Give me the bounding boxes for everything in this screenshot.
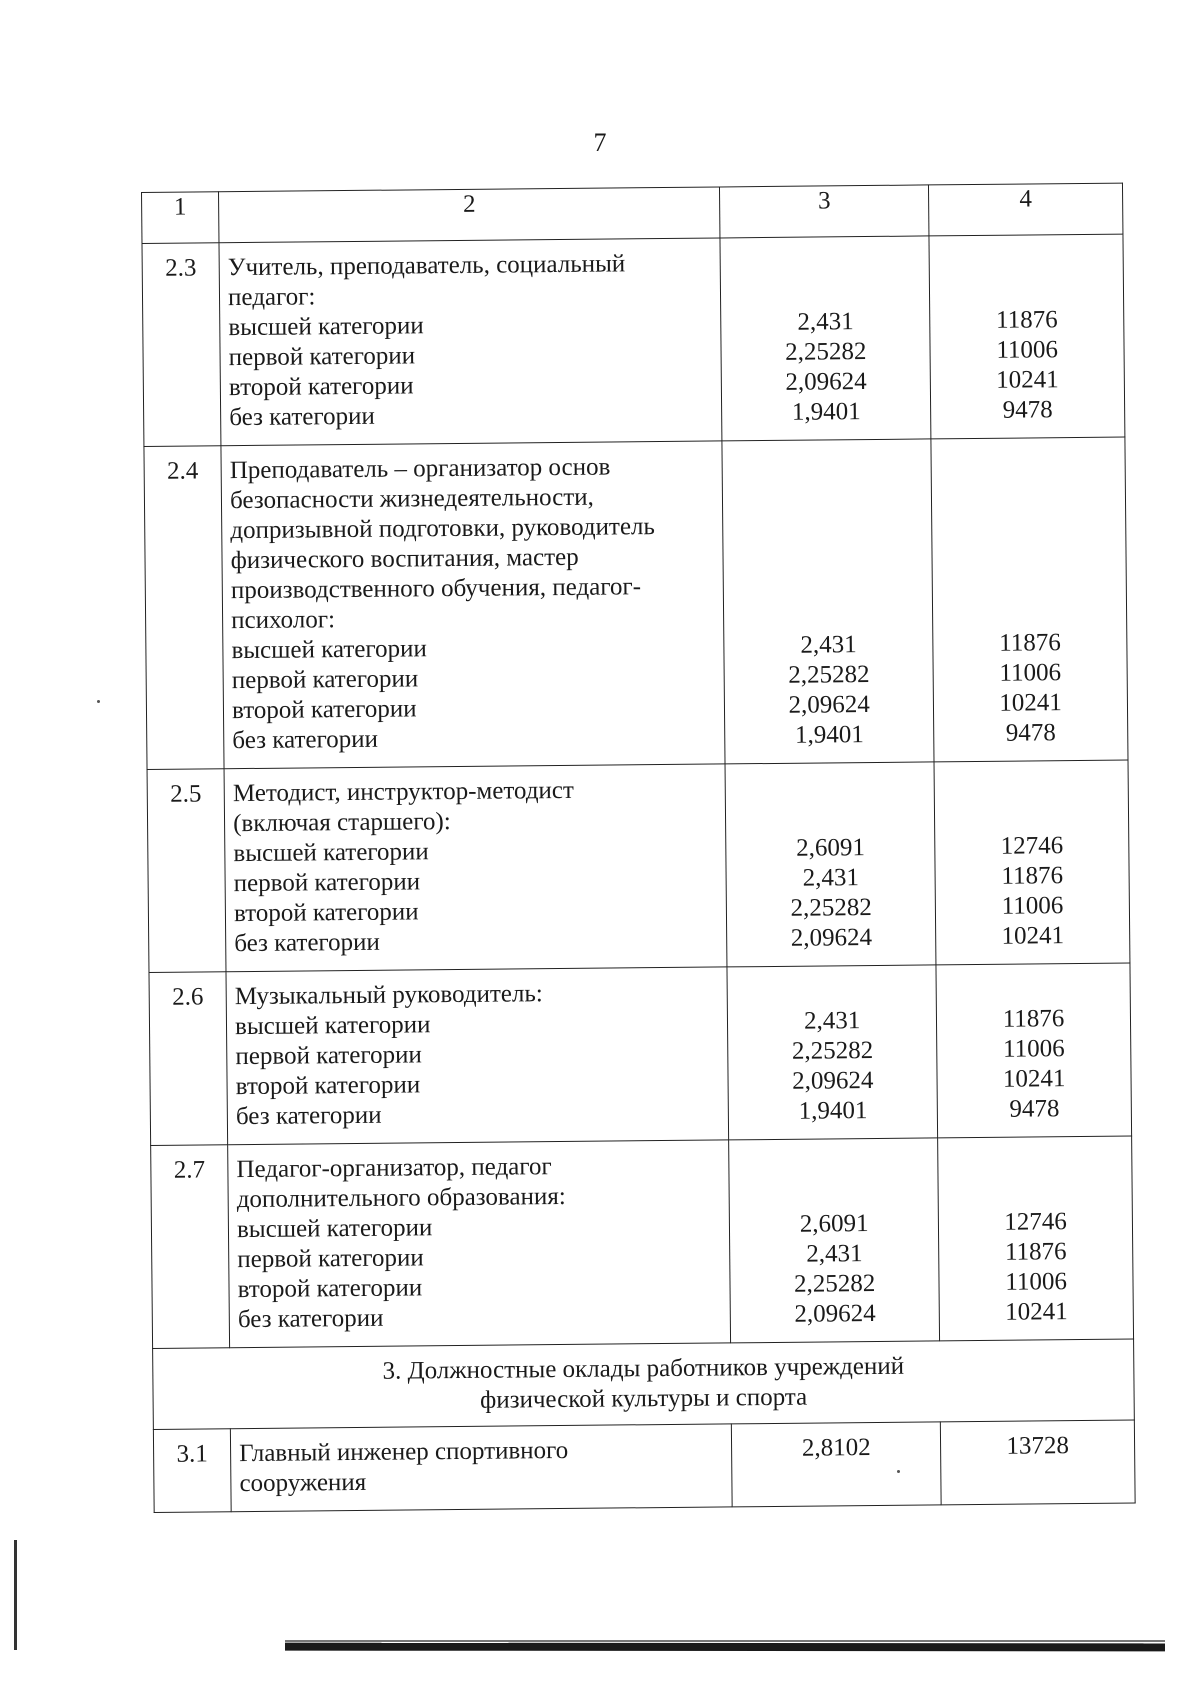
salary-value [932,448,1125,480]
description-line: второй категории [228,372,414,402]
coefficient-value: 2,09624 [790,924,873,952]
description-line: Педагог-организатор, педагог [236,1153,552,1184]
description-line: педагог: [227,283,316,312]
coefficient-value: 2,25282 [788,661,870,689]
salary-value [935,771,1128,803]
table-row [153,1420,1135,1512]
table-row [147,760,1130,972]
salary-value [933,598,1126,630]
coefficient-cell: 2,8102 [732,1422,942,1507]
section-title-line2: физической культуры и спорта [479,1383,808,1414]
coefficient-value [726,802,934,834]
salary-value [938,1147,1131,1179]
coefficient-value: 2,09624 [788,691,870,719]
coefficient-cell [722,439,934,764]
description-line: высшей категории [236,1214,433,1244]
bottom-rule-shadow [285,1640,1165,1642]
row-number: 2.7 [151,1145,230,1349]
position-description [221,441,725,769]
position-description [230,1424,732,1512]
description-line: высшей категории [228,312,424,342]
coefficient-value [730,1178,938,1210]
salary-value: 11876 [1004,1238,1067,1266]
page-number: 7 [593,128,607,157]
section-title-line1: 3. Должностные оклады работников учреждений [382,1352,905,1385]
coefficient-value [723,449,931,481]
position-description [224,764,727,972]
salary-value: 10241 [996,366,1059,394]
scan-speck [97,700,100,703]
row-number: 2.4 [144,446,224,770]
salary-table [141,183,1136,1513]
description-line: высшей категории [233,838,429,868]
description-line: сооружения [239,1468,367,1498]
salary-value: 11006 [1001,892,1064,920]
description-line: высшей категории [234,1011,431,1041]
description-line: дополнительного образования: [236,1182,566,1214]
salary-value: 11876 [995,306,1058,334]
salary-value: 11006 [996,336,1059,364]
salary-value: 10241 [1001,922,1065,950]
table-header-row [142,183,1123,243]
coefficient-cell [727,965,938,1140]
description-line: первой категории [231,665,419,695]
coefficient-value: 2,431 [797,308,854,336]
salary-value: 11006 [1005,1268,1068,1296]
description-line: без категории [234,928,380,958]
description-line: Методист, инструктор-методист [232,776,575,808]
description-line: второй категории [231,695,417,725]
coefficient-value [723,509,931,541]
salary-value: 11006 [1002,1035,1065,1063]
coefficient-value [723,479,931,511]
description-line: без категории [237,1304,384,1334]
coefficient-value [721,246,929,278]
salary-value [930,275,1123,307]
description-line: без категории [232,725,379,755]
description-line: производственного обучения, педагог- [230,573,642,605]
row-number: 2.6 [149,972,228,1146]
description-line: Учитель, преподаватель, социальный [227,250,626,282]
description-line: высшей категории [231,635,427,665]
coefficient-value [724,569,932,601]
coefficient-value: 2,431 [800,631,857,659]
salary-cell [936,963,1131,1138]
description-line: (включая старшего): [233,808,451,838]
salary-value [932,478,1125,510]
description-line: Музыкальный руководитель: [234,980,543,1011]
bottom-rule [285,1643,1165,1652]
coefficient-value: 2,25282 [791,1037,874,1065]
coefficient-value [724,539,932,571]
coefficient-cell [720,236,931,441]
salary-value: 11876 [1001,862,1064,890]
description-line: второй категории [233,898,419,928]
coefficient-value: 1,9401 [798,1097,868,1125]
scan-speck [897,1470,900,1473]
description-line: второй категории [235,1071,421,1101]
description-line: Преподаватель – организатор основ [229,453,611,485]
coefficient-value: 2,25282 [790,894,872,922]
salary-value: 10241 [999,689,1062,717]
coefficient-value [724,599,932,631]
salary-value: 11876 [999,629,1061,657]
salary-value: 12746 [1004,1208,1067,1236]
coefficient-value [728,975,936,1007]
description-line: первой категории [235,1041,422,1071]
salary-value: 9478 [1002,396,1053,424]
coefficient-value: 2,25282 [793,1270,876,1298]
coefficient-value: 2,09624 [785,368,867,396]
salary-value: 10241 [1005,1298,1068,1326]
description-line: физического воспитания, мастер [230,543,579,575]
row-number: 2.5 [147,769,226,973]
header-col-1: 1 [142,192,220,244]
table-row [142,234,1125,446]
section-heading-row [153,1339,1135,1429]
salary-value: 12746 [1000,832,1064,860]
salary-cell [934,760,1130,965]
salary-value [935,801,1128,833]
header-col-4: 4 [929,183,1123,236]
salary-value [930,245,1123,277]
salary-cell [931,437,1128,762]
row-number: 2.3 [142,243,221,447]
position-description [219,238,722,446]
coefficient-value: 2,431 [803,1007,861,1035]
description-line: первой категории [228,342,416,372]
coefficient-value: 2,431 [806,1240,863,1268]
salary-value [933,538,1126,570]
salary-cell [929,234,1125,439]
table-row [149,963,1132,1145]
header-col-3: 3 [720,185,929,238]
description-line: психолог: [231,606,336,635]
table-row [144,437,1128,769]
description-line: без категории [235,1101,382,1131]
coefficient-value: 1,9401 [794,721,864,749]
salary-value: 9478 [1009,1095,1060,1123]
position-description [226,967,729,1145]
section-heading [153,1339,1135,1429]
coefficient-value: 2,25282 [785,338,867,366]
table-row [151,1136,1134,1348]
salary-value [937,974,1130,1006]
salary-value [939,1177,1132,1209]
position-description [228,1140,731,1348]
coefficient-value: 2,431 [802,864,860,892]
salary-cell [938,1136,1134,1341]
salary-cell: 13728 [941,1420,1136,1505]
scan-margin-mark [14,1540,17,1650]
description-line: первой категории [237,1244,424,1274]
salary-value: 10241 [1002,1065,1066,1093]
description-line: Главный инженер спортивного [239,1436,569,1468]
description-line: без категории [229,402,375,432]
salary-value: 11876 [1002,1005,1065,1033]
salary-value [933,568,1126,600]
salary-value: 11006 [999,659,1062,687]
coefficient-value [721,276,929,308]
row-number: 3.1 [153,1429,231,1513]
header-col-2: 2 [219,187,721,243]
coefficient-value: 1,9401 [791,398,861,426]
description-line: допризывной подготовки, руководитель [230,513,655,545]
coefficient-value: 2,09624 [794,1300,876,1328]
coefficient-value [729,1148,937,1180]
coefficient-cell [725,762,936,967]
description-line: безопасности жизнедеятельности, [229,483,594,515]
coefficient-value [726,772,934,804]
coefficient-value: 2,6091 [799,1210,869,1238]
description-line: первой категории [233,868,421,898]
coefficient-value: 2,6091 [796,834,866,862]
coefficient-value: 2,09624 [792,1067,874,1095]
description-line: второй категории [237,1274,423,1304]
salary-value: 9478 [1005,719,1056,747]
salary-value [932,508,1125,540]
coefficient-cell [729,1138,940,1343]
